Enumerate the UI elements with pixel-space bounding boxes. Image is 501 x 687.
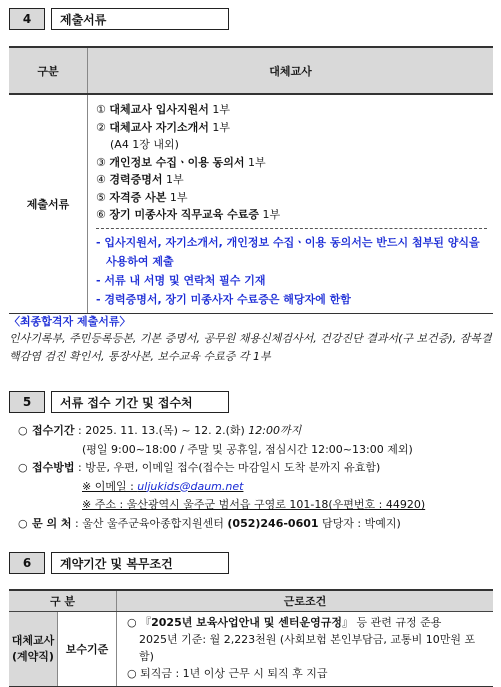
section-5-header [9,391,229,413]
final-applicant-documents [9,313,495,366]
document-item: ① 대체교사 입사지원서 1부 [96,103,230,116]
note-line: - 입사지원서, 자기소개서, 개인정보 수집ㆍ이용 동의서는 반드시 첨부된 양식을 [96,235,480,249]
section-4-header [9,8,229,30]
address-row: ※ 주소 : 울산광역시 울주군 범서읍 구영로 101-18(우편번호 : 44920) [82,498,426,511]
documents-notes [96,228,487,309]
section-number: 4 [9,8,45,30]
documents-cell [88,94,494,313]
document-item: ⑥ 장기 미종사자 직무교육 수료증 1부 [96,208,281,221]
document-item-note: (A4 1장 내외) [110,138,179,151]
row-label-substitute: 대체교사 (계약직) [9,612,58,687]
contact-row: ○ 문 의 처 : 울산 울주군육아종합지원센터 (052)246-0601 담당자 : 박예지) [18,516,401,530]
column-header-conditions: 근로조건 [117,590,494,612]
documents-table [9,46,493,314]
row-label-documents: 제출서류 [9,94,88,313]
note-line: 사용하여 제출 [106,254,174,268]
period-value: : 2025. 11. 13.(목) ~ 12. 2.(화) [74,424,249,437]
section-6-header [9,552,229,574]
document-item: ② 대체교사 자기소개서 1부 [96,120,230,134]
contract-table [9,589,493,687]
section-title: 계약기간 및 복무조건 [51,552,229,574]
section-title: 제출서류 [51,8,229,30]
document-item: ③ 개인정보 수집ㆍ이용 동의서 1부 [96,155,266,169]
section-title: 서류 접수 기간 및 접수처 [51,391,229,413]
document-item: ④ 경력증명서 1부 [96,173,184,186]
method-row: ○ 접수방법 : 방문, 우편, 이메일 접수(접수는 마감일시 도착 분까지 유효함) [18,461,381,474]
row-label-pay: 보수기준 [58,612,117,687]
period-row: ○ 접수기간 : 2025. 11. 13.(목) ~ 12. 2.(화) 12:00까지 [18,424,302,437]
pay-line: 2025년 기준: 월 2,223천원 (사회보험 본인부담금, 교통비 10만원 포함) [139,633,476,663]
contact-phone: (052)246-0601 [227,516,319,530]
documents-list [96,101,487,224]
section-number: 5 [9,391,45,413]
period-note: (평일 9:00~18:00 / 주말 및 공휴일, 점심시간 12:00~13:00 제외) [82,442,413,456]
period-label: 접수기간 [32,424,75,437]
pay-line: ○ 『2025년 보육사업안내 및 센터운영규정』 등 관련 규정 준용 [127,616,442,629]
column-header-category: 구분 [9,47,88,94]
document-item: ⑤ 자격증 사본 1부 [96,190,188,204]
period-until: 12:00까지 [248,424,302,437]
method-label: 접수방법 [32,461,75,474]
note-line: - 경력증명서, 장기 미종사자 수료증은 해당자에 한함 [96,292,351,306]
email-row: ※ 이메일 : uljukids@daum.net [82,479,244,493]
pay-line: ○ 퇴직금 : 1년 이상 근무 시 퇴직 후 지급 [127,667,328,680]
column-header-substitute: 대체교사 [88,47,494,94]
final-body: 인사기록부, 주민등록등본, 기본 증명서, 공무원 채용신체검사서, 건강진단 결과서(구 보건증), 잠복결핵감염 검진 확인서, 통장사본, 보수교육 수료증 각 1부 [9,332,492,363]
note-line: - 서류 내 서명 및 연락처 필수 기재 [96,273,266,287]
final-heading: 〈최종합격자 제출서류〉 [9,315,131,328]
contact-label: 문 의 처 [32,516,72,530]
section-number: 6 [9,552,45,574]
pay-conditions [117,612,494,687]
column-header-category: 구 분 [9,590,117,612]
email-link[interactable]: uljukids@daum.net [137,479,244,493]
method-value: : 방문, 우편, 이메일 접수(접수는 마감일시 도착 분까지 유효함) [74,461,381,474]
application-info [18,422,494,533]
